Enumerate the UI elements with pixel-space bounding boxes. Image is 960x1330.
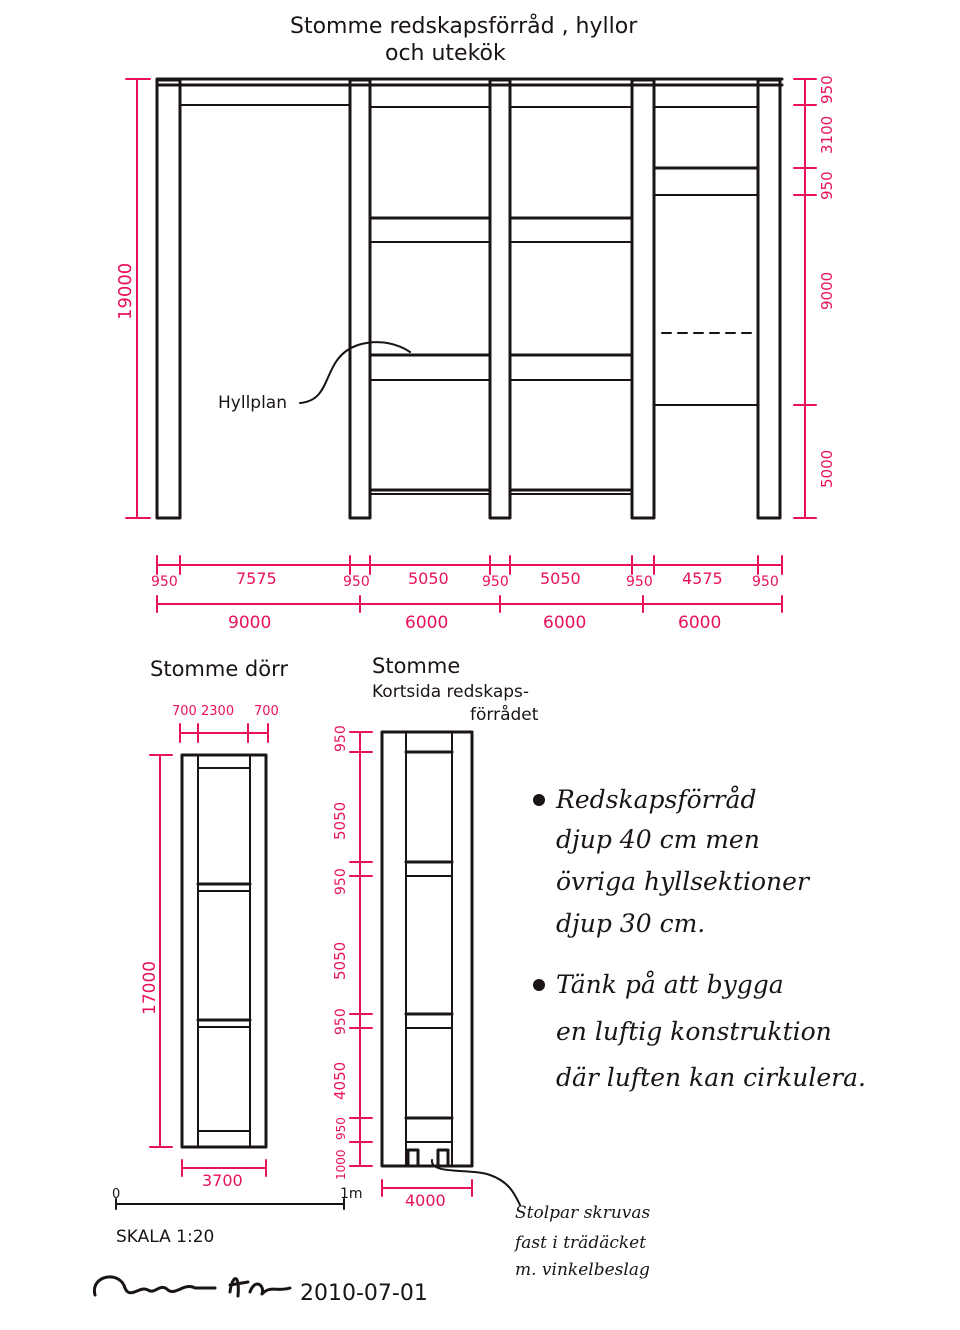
side-callout-2: fast i trädäcket (515, 1233, 647, 1253)
dim-right-3: 9000 (818, 271, 836, 310)
door-width: 3700 (202, 1171, 243, 1190)
signature (94, 1277, 290, 1296)
side-dim-7: 1000 (334, 1149, 348, 1180)
side-dim-1: 5050 (331, 801, 349, 840)
dim-b1-0: 950 (151, 574, 178, 590)
scale-one: 1m (340, 1186, 363, 1202)
post-5 (758, 80, 780, 518)
scale-bar (112, 1186, 363, 1247)
dim-right-2: 950 (818, 171, 836, 200)
note-2-line-3: där luften kan cirkulera. (556, 1063, 866, 1092)
callout-hyllplan: Hyllplan (218, 393, 287, 413)
side-width: 4000 (405, 1191, 446, 1210)
side-dim-2: 950 (333, 868, 349, 895)
dim-b1-3: 5050 (408, 569, 449, 588)
front-elevation (157, 79, 782, 518)
note-1-line-1: Redskapsförråd (556, 785, 757, 814)
front-dim-height (115, 79, 150, 518)
dim-b2-1: 6000 (405, 613, 449, 633)
side-dim-5: 4050 (331, 1061, 349, 1100)
dim-b1-4: 950 (482, 574, 509, 590)
side-callout-1: Stolpar skruvas (515, 1203, 651, 1223)
dim-b1-6: 950 (626, 574, 653, 590)
title-line-1: Stomme redskapsförråd , hyllor (290, 14, 638, 39)
dim-right-1: 3100 (818, 115, 836, 154)
door-dim-1: 2300 (201, 704, 235, 719)
dim-right-4: 5000 (818, 449, 836, 488)
scale-zero: 0 (112, 1187, 121, 1202)
side-foot-left (408, 1150, 418, 1166)
title-line-2: och utekök (385, 41, 506, 66)
date: 2010-07-01 (300, 1281, 428, 1306)
dim-b1-1: 7575 (236, 569, 277, 588)
dim-b1-2: 950 (343, 574, 370, 590)
door-height: 17000 (140, 960, 160, 1015)
side-dim-3: 5050 (331, 941, 349, 980)
front-dim-right (794, 75, 836, 518)
dim-b2-2: 6000 (543, 613, 587, 633)
scale-label: SKALA 1:20 (116, 1227, 215, 1247)
door-frame (182, 755, 266, 1147)
post-4 (632, 80, 654, 518)
note-2-line-2: en luftig konstruktion (556, 1017, 832, 1046)
side-heading-1: Stomme (372, 654, 461, 678)
bullet-2-dot (533, 979, 545, 991)
dim-b1-8: 950 (752, 574, 779, 590)
side-frame (382, 732, 472, 1166)
bullet-1-dot (533, 794, 545, 806)
note-1-line-4: djup 30 cm. (556, 909, 706, 938)
door-heading: Stomme dörr (150, 657, 288, 681)
note-2-line-1: Tänk på att bygga (556, 970, 784, 999)
side-dim-4: 950 (333, 1008, 349, 1035)
door-outer (182, 755, 266, 1147)
door-dims (140, 755, 266, 1190)
notes (533, 785, 866, 1092)
dim-b2-3: 6000 (678, 613, 722, 633)
dim-b1-5: 5050 (540, 569, 581, 588)
note-1-line-2: djup 40 cm men (556, 825, 760, 854)
dim-height-total: 19000 (115, 262, 136, 320)
dim-b1-7: 4575 (682, 569, 723, 588)
door-dim-0: 700 (172, 704, 197, 719)
post-3 (490, 80, 510, 518)
dim-b2-0: 9000 (228, 613, 272, 633)
door-dim-2: 700 (254, 704, 279, 719)
side-dims (331, 725, 472, 1210)
callout-hyllplan-leader (300, 342, 410, 403)
front-dim-bottom-row-1 (151, 556, 782, 590)
front-dim-bottom-row-2 (157, 596, 782, 633)
dim-right-0: 950 (818, 75, 836, 104)
side-foot-right (438, 1150, 448, 1166)
door-top-dims (172, 704, 279, 742)
post-1 (157, 80, 180, 518)
side-dim-0: 950 (333, 725, 349, 752)
note-1-line-3: övriga hyllsektioner (556, 867, 809, 896)
side-outer (382, 732, 472, 1166)
side-heading-3: förrådet (470, 705, 539, 725)
side-dim-6: 950 (334, 1117, 348, 1140)
side-heading-2: Kortsida redskaps- (372, 682, 530, 702)
post-2 (350, 80, 370, 518)
side-callout-3: m. vinkelbeslag (515, 1260, 650, 1280)
